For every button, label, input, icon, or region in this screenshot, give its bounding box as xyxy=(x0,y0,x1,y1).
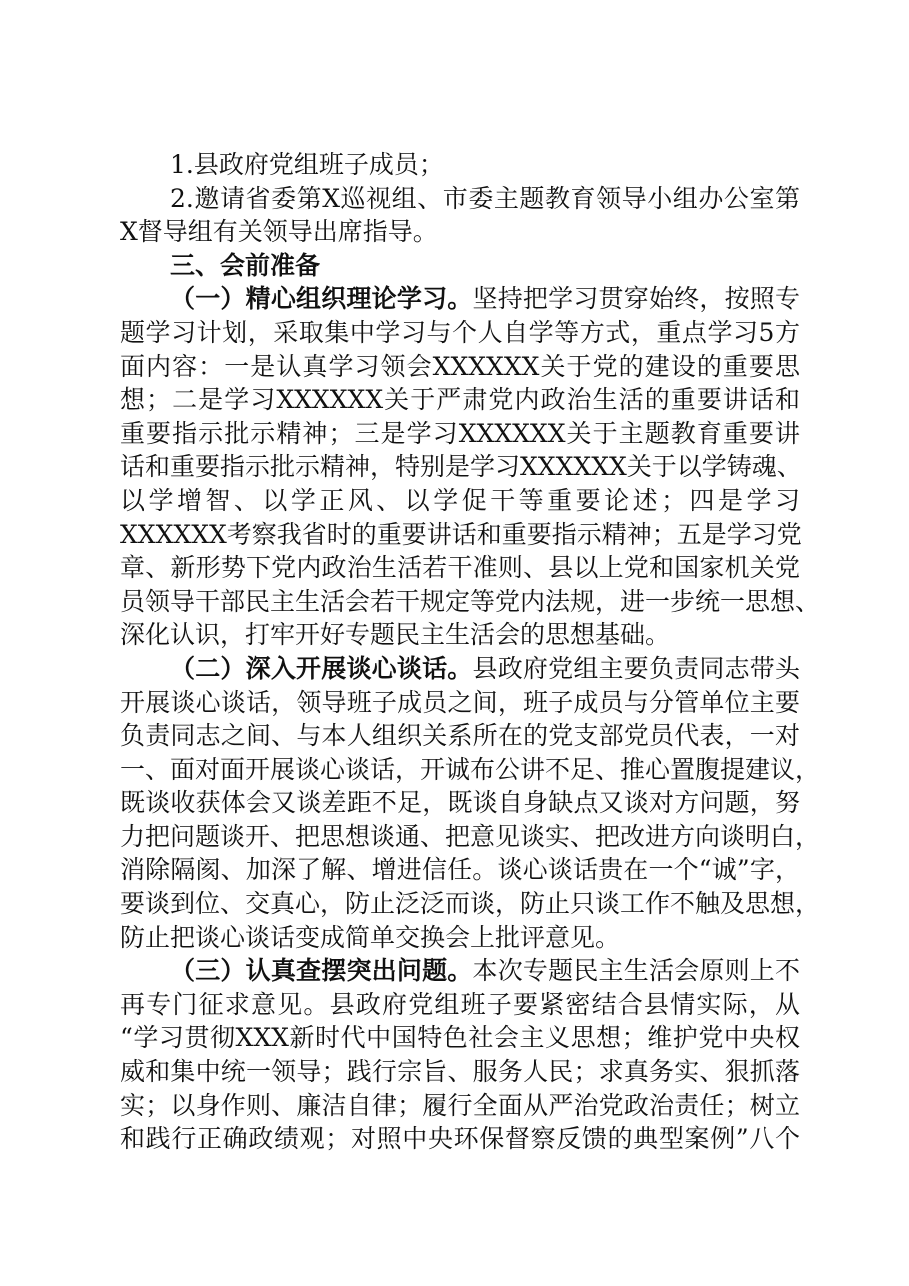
line-text: 开展谈心谈话，领导班子成员之间，班子成员与分管单位主要 xyxy=(120,687,800,717)
line-text: 力把问题谈开、把思想谈通、把意见谈实、把改进方向谈明白， xyxy=(120,821,821,851)
line-text: 消除隔阂、加深了解、增进信任。谈心谈话贵在一个“诚”字， xyxy=(120,855,800,885)
line-text: 县政府党组主要负责同志带头 xyxy=(472,653,800,683)
line-text: 既谈收获体会又谈差距不足，既谈自身缺点又谈对方问题，努 xyxy=(120,788,800,818)
text-line xyxy=(120,316,800,350)
line-text: 和践行正确政绩观；对照中央环保督察反馈的典型案例”八个 xyxy=(120,1124,800,1154)
text-line xyxy=(120,954,800,988)
line-text: 一、面对面开展谈心谈话，开诚布公讲不足、推心置腹提建议， xyxy=(120,754,821,784)
document-page xyxy=(120,148,821,1156)
line-text: 话和重要指示批示精神，特别是学习XXXXXX关于以学铸魂、 xyxy=(120,452,802,482)
text-line xyxy=(120,182,800,216)
line-text: “学习贯彻XXX新时代中国特色社会主义思想；维护党中央权 xyxy=(120,1023,800,1053)
text-line xyxy=(120,719,800,753)
line-text: 员领导干部民主生活会若干规定等党内法规，进一步统一思想、 xyxy=(120,586,821,616)
text-line xyxy=(120,484,800,518)
subsection-title: （一）精心组织理论学习。 xyxy=(170,284,473,314)
line-text: 深化认识，打牢开好专题民主生活会的思想基础。 xyxy=(120,620,671,650)
text-line xyxy=(120,988,800,1022)
text-line xyxy=(120,887,821,921)
text-line xyxy=(120,686,800,720)
text-line xyxy=(120,1055,800,1089)
document-body xyxy=(120,148,821,1156)
line-text: 实；以身作则、廉洁自律；履行全面从严治党政治责任；树立 xyxy=(120,1090,800,1120)
line-text: 负责同志之间、与本人组织关系所在的党支部党员代表，一对 xyxy=(120,721,800,751)
line-text: 章、新形势下党内政治生活若干准则、县以上党和国家机关党 xyxy=(120,553,800,583)
text-line xyxy=(120,753,821,787)
line-text: 本次专题民主生活会原则上不 xyxy=(472,956,800,986)
text-line xyxy=(120,383,800,417)
text-line xyxy=(120,417,800,451)
text-line xyxy=(120,1122,800,1156)
line-text: 重要指示批示精神；三是学习XXXXXX关于主题教育重要讲 xyxy=(120,418,800,448)
text-line xyxy=(120,618,800,652)
text-line xyxy=(120,148,800,182)
line-text: XXXXXX考察我省时的重要讲话和重要指示精神；五是学习党 xyxy=(120,519,802,549)
text-line xyxy=(120,1089,800,1123)
line-text: 三、会前准备 xyxy=(170,250,321,280)
text-line xyxy=(120,215,800,249)
line-text: 以学增智、以学正风、以学促干等重要论述；四是学习 xyxy=(120,485,800,515)
text-line xyxy=(120,1021,800,1055)
line-text: 面内容：一是认真学习领会XXXXXX关于党的建设的重要思 xyxy=(120,351,800,381)
text-line xyxy=(120,450,800,484)
line-text: 想；二是学习XXXXXX关于严肃党内政治生活的重要讲话和 xyxy=(120,385,800,415)
line-text: 题学习计划，采取集中学习与个人自学等方式，重点学习5方 xyxy=(120,317,800,347)
line-text: 2.邀请省委第X巡视组、市委主题教育领导小组办公室第 xyxy=(170,183,800,213)
text-line xyxy=(120,786,800,820)
text-line xyxy=(120,282,800,316)
line-text: 坚持把学习贯穿始终，按照专 xyxy=(472,284,800,314)
text-line xyxy=(120,518,800,552)
subsection-title: （三）认真查摆突出问题。 xyxy=(170,956,473,986)
line-text: 防止把谈心谈话变成简单交换会上批评意见。 xyxy=(120,922,621,952)
text-line xyxy=(120,921,800,955)
line-text: 1.县政府党组班子成员； xyxy=(170,150,444,179)
text-line xyxy=(120,350,800,384)
text-line xyxy=(120,820,821,854)
text-line xyxy=(120,853,800,887)
text-line xyxy=(120,585,821,619)
line-text: 要谈到位、交真心，防止泛泛而谈，防止只谈工作不触及思想， xyxy=(120,889,821,919)
section-heading xyxy=(120,249,800,283)
line-text: 威和集中统一领导；践行宗旨、服务人民；求真务实、狠抓落 xyxy=(120,1057,800,1087)
text-line xyxy=(120,551,800,585)
text-line xyxy=(120,652,800,686)
subsection-title: （二）深入开展谈心谈话。 xyxy=(170,653,473,683)
line-text: X督导组有关领导出席指导。 xyxy=(120,217,438,247)
line-text: 再专门征求意见。县政府党组班子要紧密结合县情实际，从 xyxy=(120,989,800,1019)
